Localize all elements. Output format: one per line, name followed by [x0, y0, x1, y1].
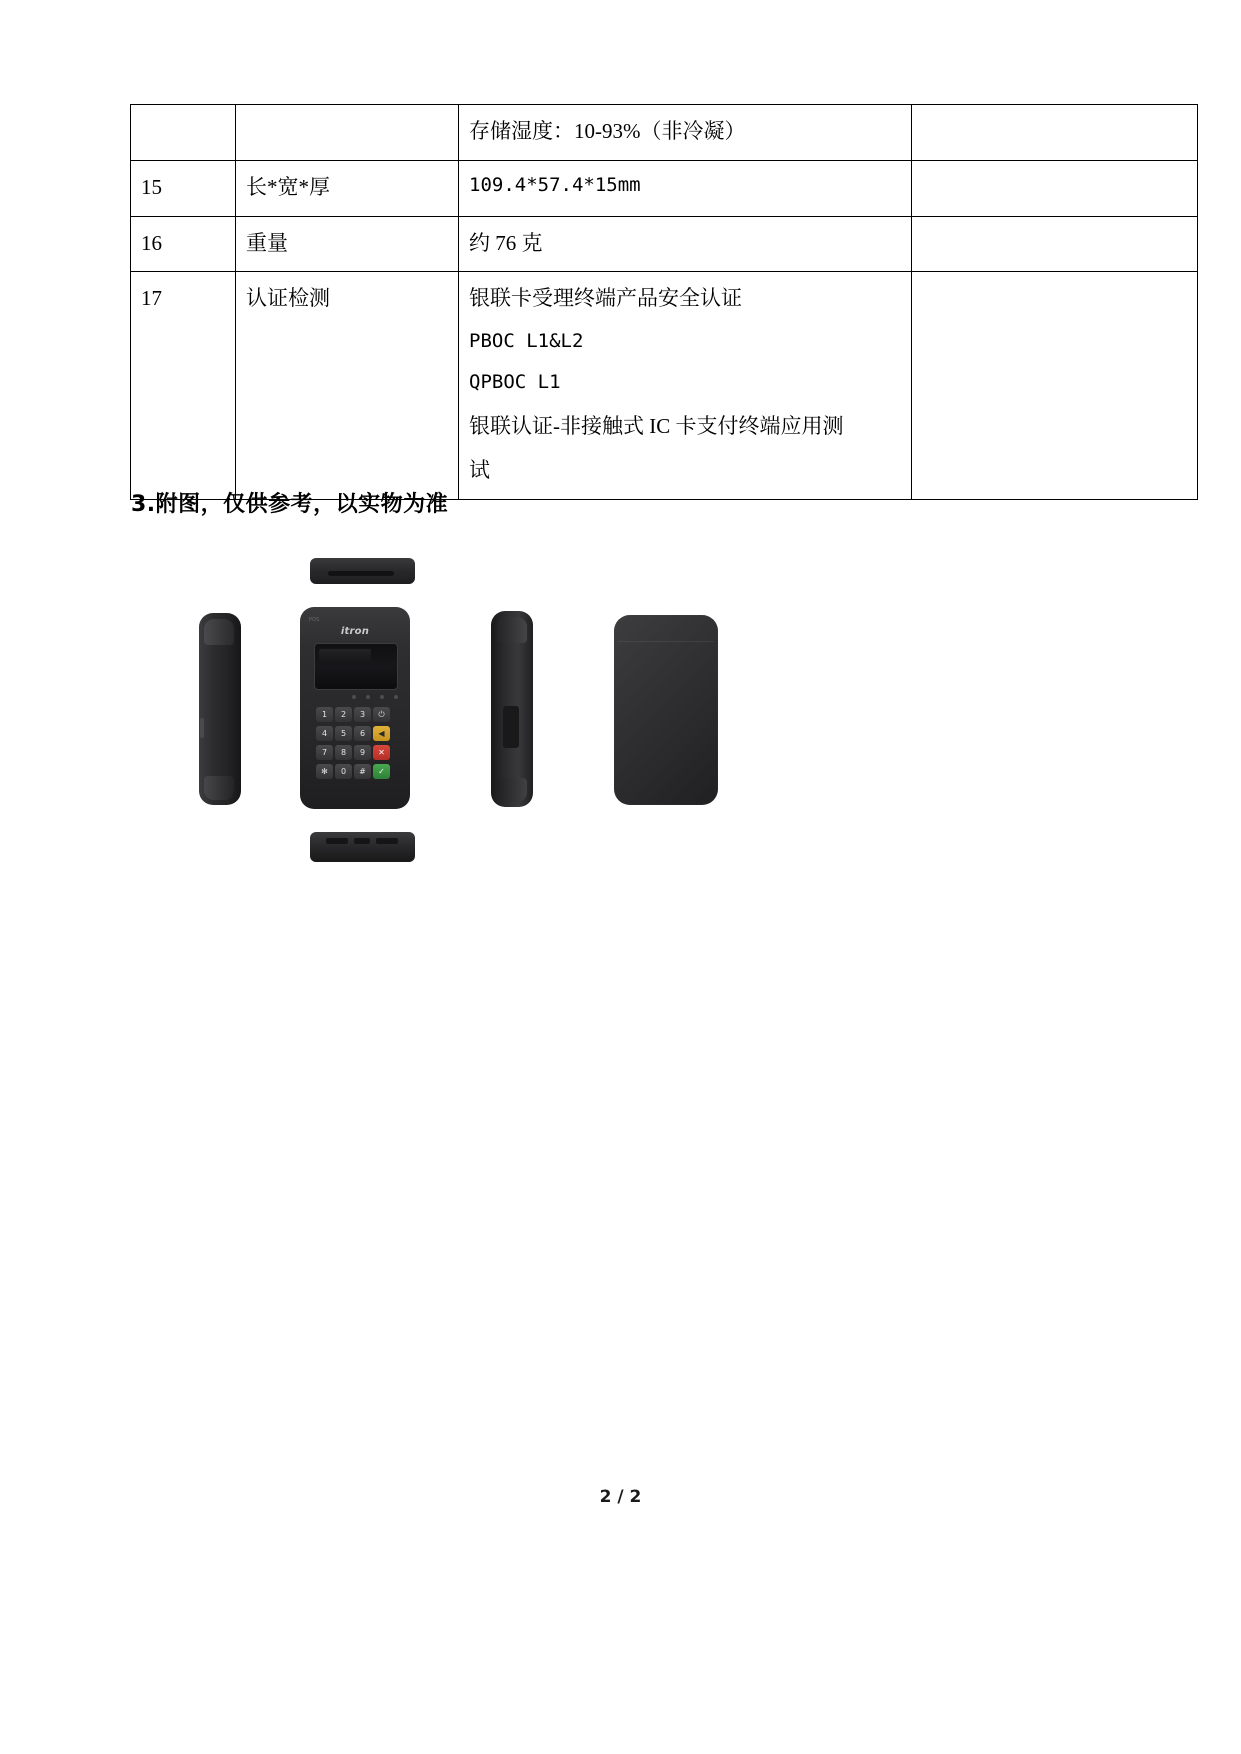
key-7: 7 [316, 745, 333, 760]
device-screen [314, 643, 398, 690]
cell-item-name: 重量 [236, 216, 459, 272]
backspace-icon: ◀ [373, 726, 390, 741]
device-back-view [614, 615, 718, 805]
key-hash: # [354, 764, 371, 779]
power-icon: ⏻ [373, 707, 390, 722]
cell-value-line: 约 76 克 [469, 230, 543, 255]
side-button [200, 718, 204, 738]
cell-item-value [459, 105, 912, 161]
led-icon [380, 695, 384, 699]
cell-note [912, 216, 1198, 272]
cell-value-line: 试 [469, 458, 490, 483]
device-right-side-view [491, 611, 533, 807]
device-small-label: POS [309, 617, 320, 623]
product-figure [150, 545, 850, 885]
cell-item-value [459, 272, 912, 500]
cell-value-line: QPBOC L1 [469, 371, 561, 394]
bottom-notch [326, 838, 348, 844]
table-row [131, 272, 1198, 500]
cell-number [131, 105, 236, 161]
bottom-notch [376, 838, 398, 844]
key-3: 3 [354, 707, 371, 722]
device-left-side-view [199, 613, 241, 805]
key-2: 2 [335, 707, 352, 722]
table-row [131, 216, 1198, 272]
cell-number: 15 [131, 160, 236, 216]
specification-table [130, 104, 1198, 500]
device-top-edge-view [310, 558, 415, 584]
key-star: ✻ [316, 764, 333, 779]
cell-item-value [459, 160, 912, 216]
device-keypad [316, 707, 394, 781]
right-top-cap [497, 617, 527, 643]
led-icon [366, 695, 370, 699]
table-row [131, 105, 1198, 161]
key-8: 8 [335, 745, 352, 760]
section-heading: 3.附图，仅供参考，以实物为准 [131, 492, 449, 517]
cell-value-line: 银联认证-非接触式 IC 卡支付终端应用测 [469, 413, 844, 438]
cell-item-name: 长*宽*厚 [236, 160, 459, 216]
cell-value-line: 109.4*57.4*15mm [469, 173, 641, 196]
cell-value-line: 存储湿度：10-93%（非冷凝） [469, 119, 746, 143]
cell-item-value [459, 216, 912, 272]
cell-value-line: 银联卡受理终端产品安全认证 [469, 286, 742, 311]
screen-glare [319, 649, 371, 663]
key-0: 0 [335, 764, 352, 779]
device-front-view [300, 607, 410, 809]
card-slot [328, 571, 394, 576]
cell-note [912, 105, 1198, 161]
bottom-notch [354, 838, 370, 844]
device-brand-label: itron [340, 626, 370, 637]
cell-item-name [236, 105, 459, 161]
cell-number: 17 [131, 272, 236, 500]
key-9: 9 [354, 745, 371, 760]
led-icon [394, 695, 398, 699]
key-4: 4 [316, 726, 333, 741]
indicator-leds [352, 695, 398, 699]
cell-note [912, 272, 1198, 500]
led-icon [352, 695, 356, 699]
cell-value-line: PBOC L1&L2 [469, 330, 584, 352]
left-top-cap [204, 619, 234, 645]
right-bottom-cap [497, 778, 527, 802]
cell-note [912, 160, 1198, 216]
page-footer: 2 / 2 [599, 1487, 642, 1507]
back-seam [618, 641, 714, 642]
table-row [131, 160, 1198, 216]
sim-slot [503, 706, 519, 748]
cell-number: 16 [131, 216, 236, 272]
key-1: 1 [316, 707, 333, 722]
key-5: 5 [335, 726, 352, 741]
cancel-icon: ✕ [373, 745, 390, 760]
cell-item-name: 认证检测 [236, 272, 459, 500]
key-6: 6 [354, 726, 371, 741]
device-bottom-edge-view [310, 832, 415, 862]
left-bottom-cap [204, 776, 234, 800]
confirm-icon: ✓ [373, 764, 390, 779]
